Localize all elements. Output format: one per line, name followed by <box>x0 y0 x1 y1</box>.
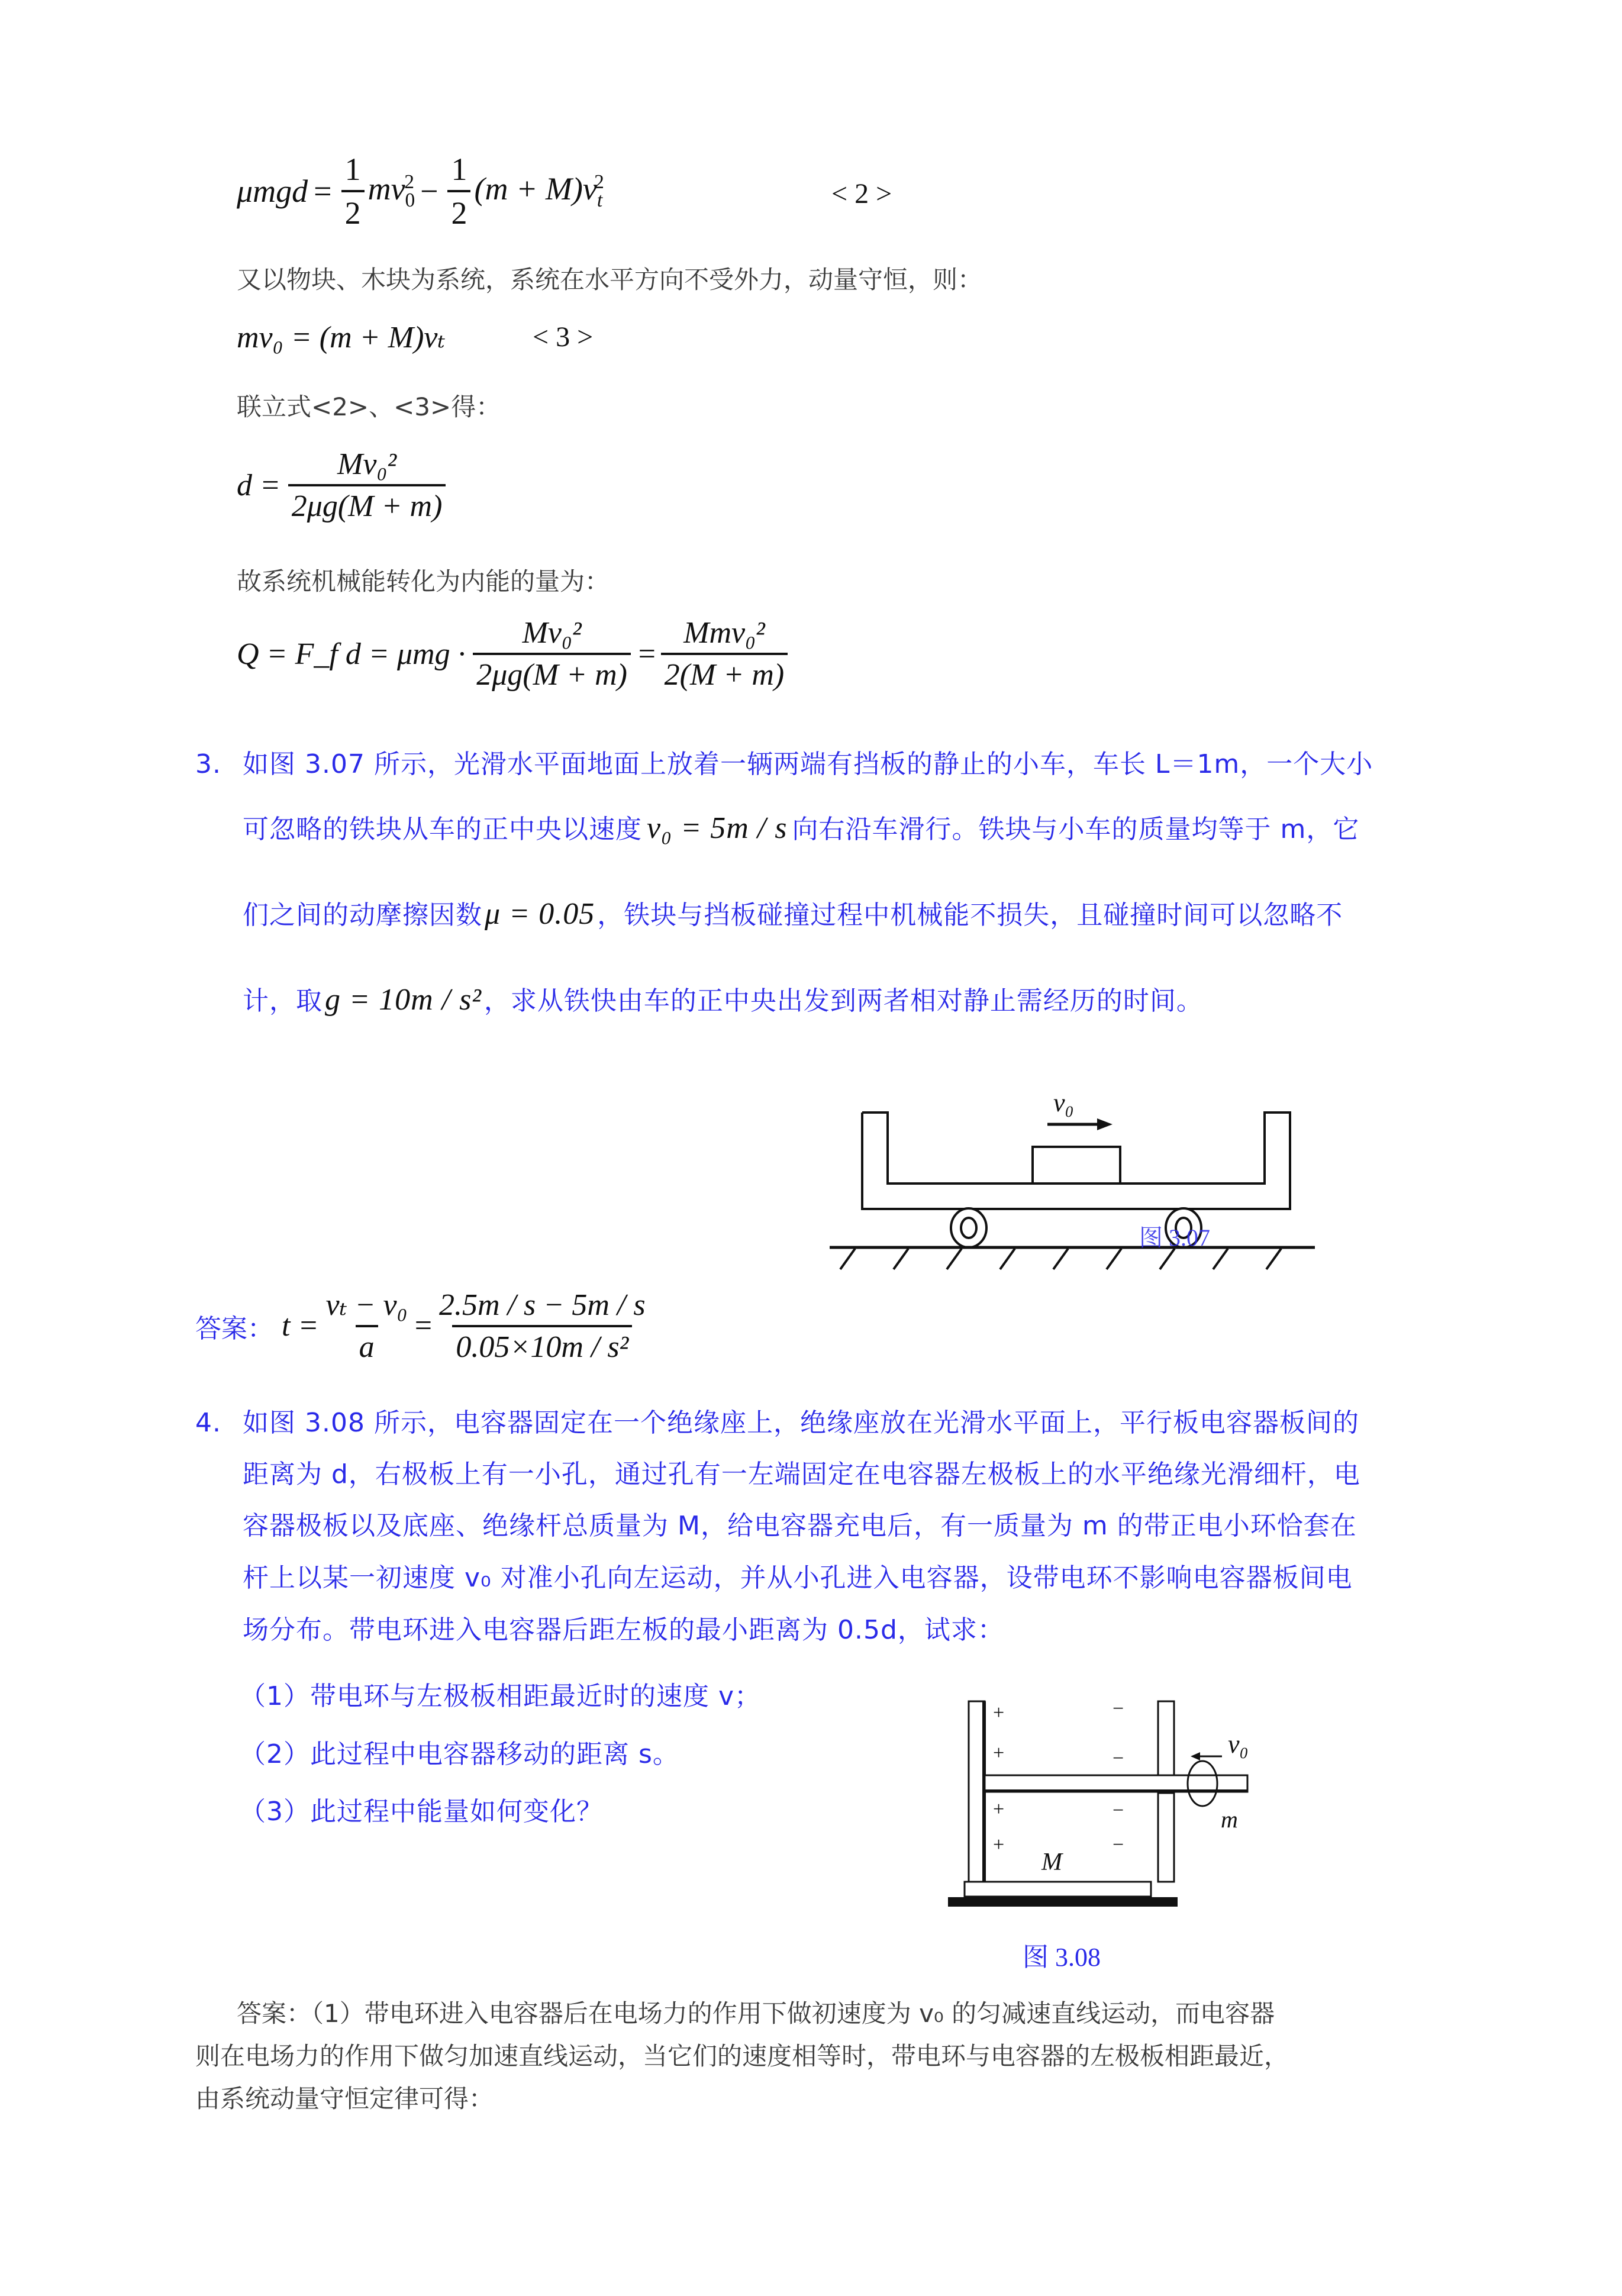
problem4-line-2: 距离为 d，右极板上有一小孔，通过孔有一左端固定在电容器左极板上的水平绝缘光滑细杆，电 <box>243 1459 1360 1489</box>
plus-sign: + <box>993 1702 1005 1724</box>
problem3-number: 3. <box>195 749 221 779</box>
figure-caption: 图 3.08 <box>1023 1943 1101 1972</box>
problem4-answer-line-3: 由系统动量守恒定律可得： <box>195 2084 494 2113</box>
minus-sign: − <box>1112 1800 1124 1821</box>
minus-sign: − <box>1112 1698 1124 1720</box>
wheel-left <box>951 1208 986 1247</box>
problem4-question-3: （3）此过程中能量如何变化？ <box>240 1797 603 1827</box>
ring-mass-label: m <box>1221 1806 1238 1833</box>
plus-sign: + <box>993 1798 1005 1820</box>
Q-fraction-1: $\frac{\text{Mv₀²}}{2\mu g(M + m)}$ <box>469 615 635 692</box>
figure-3-08-capacitor-diagram <box>923 1686 1278 1982</box>
Q-fraction-2: $\frac{\text{Mmv₀²}}{2(M + m)}$ <box>659 615 789 692</box>
problem3-line-1: 3. 如图 3.07 所示，光滑水平面地面上放着一辆两端有挡板的静止的小车，车长 L＝1m，一个大小 <box>195 749 1373 779</box>
problem4-answer-line-2: 则在电场力的作用下做匀加速直线运动，当它们的速度相等时，带电环与电容器的左极板相距最近， <box>195 2042 1289 2071</box>
mass-label: M <box>1041 1849 1062 1876</box>
combine-text: 联立式<2>、<3>得： <box>237 392 501 421</box>
minus-sign: − <box>1112 1747 1124 1769</box>
minus-sign: − <box>1112 1834 1124 1856</box>
figure-3-07-cart-diagram <box>817 1065 1320 1272</box>
problem3-line-3: 们之间的动摩擦因数μ = 0.05，铁块与挡板碰撞过程中机械能不损失，且碰撞时间可以忽略不 <box>243 897 1343 931</box>
plus-sign: + <box>993 1834 1005 1856</box>
eq2-lhs: μmgd <box>237 173 308 209</box>
Q-lhs: Q = F_f d = μmg · <box>237 637 466 671</box>
problem3-answer: 答案： t = $\frac{\text{vₜ − v₀}}{a}$ = $\frac{2.5m / s - 5m / s}{\text{0.05×10m / s²}}$ <box>195 1287 653 1365</box>
plus-sign: + <box>993 1742 1005 1764</box>
problem4-question-2: （2）此过程中电容器移动的距离 s。 <box>240 1739 679 1769</box>
equation-tag-3: < 3 > <box>533 321 594 353</box>
eq3-body: mv₀ = (m + M)vₜ <box>237 321 446 354</box>
velocity-label: v₀ <box>1228 1730 1249 1759</box>
fraction-half: $\frac{1}{2}$ <box>447 151 470 231</box>
momentum-intro-text: 又以物块、木块为系统，系统在水平方向不受外力，动量守恒，则： <box>237 265 983 294</box>
problem3-line-2: 可忽略的铁块从车的正中央以速度 v₀ = 5m / s 向右沿车滑行。铁块与小车的质量均等于 m，它 <box>243 811 1360 845</box>
answer-fraction-2: $\frac{2.5m / s - 5m / s}{\text{0.05×10m / s²}}$ <box>439 1288 646 1364</box>
problem4-answer-line-1: 答案：（1）带电环进入电容器后在电场力的作用下做初速度为 v₀ 的匀减速直线运动，而电容器 <box>237 1999 1275 2028</box>
answer-label: 答案： <box>195 1313 273 1344</box>
problem4-line-1: 4. 如图 3.08 所示，电容器固定在一个绝缘座上，绝缘座放在光滑水平面上，平行板电容器板间的 <box>195 1408 1359 1438</box>
equation-d <box>237 447 453 524</box>
problem4-number: 4. <box>195 1408 221 1438</box>
d-lhs: d = <box>237 468 281 502</box>
figure-caption: 图 3.07 <box>1139 1224 1210 1251</box>
equation-2: μmgd = $\frac{1}{2}$ $mv_0^2$ − $\frac{1}{2}$ $(m + M)v_t^2$ <box>237 151 604 231</box>
problem4-question-1: （1）带电环与左极板相距最近时的速度 v； <box>240 1681 762 1711</box>
problem4-line-4: 杆上以某一初速度 v₀ 对准小孔向左运动，并从小孔进入电容器，设带电环不影响电容器板间电 <box>243 1563 1353 1593</box>
equation-tag-2: < 2 > <box>831 178 892 209</box>
equation-Q: Q = F_f d = μmg · $\frac{\text{Mv₀²}}{2\mu g(M + m)}$ = $\frac{\text{Mmv₀²}}{2(M + m)}$ <box>237 615 793 692</box>
problem4-line-3: 容器极板以及底座、绝缘杆总质量为 M，给电容器充电后，有一质量为 m 的带正电小环恰套在 <box>243 1511 1357 1541</box>
equation-3 <box>237 320 445 355</box>
fraction-half: $\frac{1}{2}$ <box>341 151 365 231</box>
problem4-line-5: 场分布。带电环进入电容器后距左板的最小距离为 0.5d，试求： <box>243 1615 1004 1645</box>
velocity-label: v₀ <box>1053 1088 1074 1117</box>
d-fraction: $\frac{\text{Mv₀²}}{2\mu g(M + m)}$ <box>284 447 450 524</box>
problem3-line-4: 计，取g = 10m / s²，求从铁快由车的正中央出发到两者相对静止需经历的时间。 <box>243 983 1203 1017</box>
answer-fraction-1: $\frac{\text{vₜ − v₀}}{a}$ <box>325 1288 408 1364</box>
energy-intro-text: 故系统机械能转化为内能的量为： <box>237 567 610 596</box>
